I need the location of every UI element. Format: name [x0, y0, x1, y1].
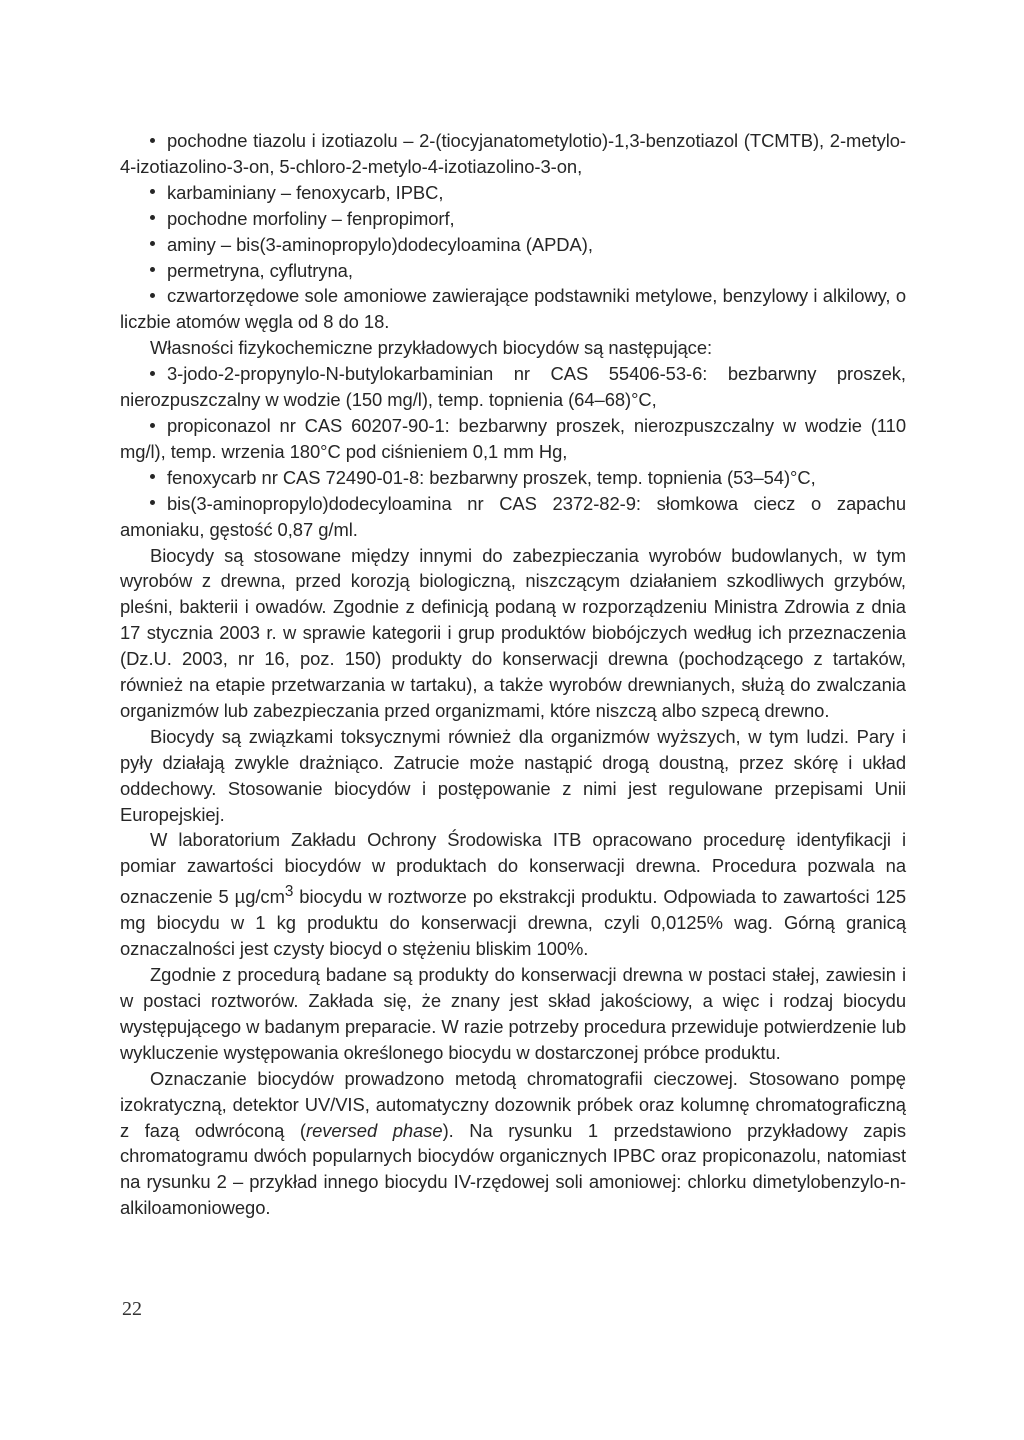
bullet-text: 3-jodo-2-propynylo-N-butylokarbaminian nr CAS 55406-53-6: bezbarwny proszek, nierozpuszczalny w wodzie (150 mg/l), temp. topnienia (64–68)°C, — [120, 363, 906, 411]
bullet-icon — [150, 241, 155, 246]
properties-intro: Własności fizykochemiczne przykładowych biocydów są następujące: — [150, 337, 713, 359]
superscript: 3 — [284, 883, 294, 901]
bullet-text: aminy – bis(3-aminopropylo)dodecyloamina (APDA), — [167, 233, 593, 255]
italic-term: reversed phase — [306, 1119, 443, 1141]
bullet-icon — [150, 474, 155, 479]
bullet-item — [120, 361, 906, 413]
bullet-text: permetryna, cyflutryna, — [167, 259, 353, 281]
bullet-icon — [150, 189, 155, 194]
page-number: 22 — [122, 1298, 142, 1320]
bullet-item — [120, 232, 906, 258]
bullet-icon — [150, 138, 155, 143]
paragraph-text: W laboratorium Zakładu Ochrony Środowiska ITB opracowano procedurę identyfikacji i pomiar zawartości biocydów w produktach do konserwacji drewna. Procedura pozwala na oznaczenie 5 µg/cm — [120, 829, 906, 908]
paragraph — [120, 827, 906, 962]
bullet-item — [120, 283, 906, 335]
bullet-item — [120, 258, 906, 284]
bullet-text: pochodne tiazolu i izotiazolu – 2-(tiocyjanatometylotio)-1,3-benzotiazol (TCMTB), 2-metylo-4-izotiazolino-3-on, 5-chloro-2-metylo-4-izotiazolino-3-on, — [120, 130, 906, 177]
paragraph-text: ). Na rysunku 1 przedstawiono przykładowy zapis chromatogramu dwóch popularnych biocydów organicznych IPBC oraz propiconazolu, natomiast na rysunku 2 – przykład innego biocydu IV-rzędowej soli amoniowej: chlorku dimetylobenzylo-n-alkiloamoniowego. — [120, 1119, 906, 1219]
bullet-item — [120, 491, 906, 543]
paragraph-text: Oznaczanie biocydów prowadzono metodą chromatografii cieczowej. Stosowano pompę izokratyczną, detektor UV/VIS, automatyczny dozownik próbek oraz kolumnę chromatograficzną z fazą odwróconą ( — [120, 1067, 906, 1141]
bullet-icon — [150, 267, 155, 272]
bullet-text: bis(3-aminopropylo)dodecyloamina nr CAS 2372-82-9: słomkowa ciecz o zapachu amoniaku, gęstość 0,87 g/ml. — [120, 492, 906, 540]
page-body — [120, 128, 906, 1221]
paragraph: Biocydy są związkami toksycznymi również dla organizmów wyższych, w tym ludzi. Pary i pyły działają zwykle drażniąco. Zatrucie może nastąpić drogą doustną, przez skórę i układ oddechowy. Stosowanie biocydów i postępowanie z nimi jest regulowane przepisami Unii Europejskiej. — [120, 725, 906, 825]
bullet-text: pochodne morfoliny – fenpropimorf, — [167, 207, 455, 229]
bullet-item — [120, 206, 906, 232]
paragraph — [120, 1066, 906, 1221]
bullet-text: czwartorzędowe sole amoniowe zawierające podstawniki metylowe, benzylowy i alkilowy, o liczbie atomów węgla od 8 do 18. — [120, 285, 906, 333]
bullet-item — [120, 413, 906, 465]
paragraph-text: biocydu w roztworze po ekstrakcji produktu. Odpowiada to zawartości 125 mg biocydu w 1 kg produktu do konserwacji drewna, czyli 0,0125% wag. Górną granicą oznaczalności jest czysty biocyd o stężeniu bliskim 100%. — [120, 886, 906, 960]
paragraph: Zgodnie z procedurą badane są produkty do konserwacji drewna w postaci stałej, zawiesin i w postaci roztworów. Zakłada się, że znany jest skład jakościowy, a więc i rodzaj biocydu występującego w badanym preparacie. W razie potrzeby procedura przewiduje potwierdzenie lub wykluczenie występowania określonego biocydu w dostarczonej próbce produktu. — [120, 964, 906, 1063]
paragraph: Biocydy są stosowane między innymi do zabezpieczania wyrobów budowlanych, w tym wyrobów z drewna, przed korozją biologiczną, niszczącym działaniem szkodliwych grzybów, pleśni, bakterii i owadów. Zgodnie z definicją podaną w rozporządzeniu Ministra Zdrowia z dnia 17 stycznia 2003 r. w sprawie kategorii i grup produktów biobójczych według ich przeznaczenia (Dz.U. 2003, nr 16, poz. 150) produkty do konserwacji drewna (pochodzącego z tartaków, również na etapie przetwarzania w tartaku), a także wyrobów drewnianych, służą do zwalczania organizmów lub zabezpieczania przed organizmami, które niszczą albo szpecą drewno. — [120, 544, 906, 721]
bullet-item — [120, 465, 906, 491]
bullet-text: propiconazol nr CAS 60207-90-1: bezbarwny proszek, nierozpuszczalny w wodzie (110 mg/l), temp. wrzenia 180°C pod ciśnieniem 0,1 mm Hg, — [120, 414, 906, 462]
bullet-item — [120, 180, 906, 206]
bullet-text: fenoxycarb nr CAS 72490-01-8: bezbarwny proszek, temp. topnienia (53–54)°C, — [167, 466, 816, 488]
bullet-icon — [150, 500, 155, 505]
bullet-icon — [150, 293, 155, 298]
bullet-icon — [150, 371, 155, 376]
bullet-text: karbaminiany – fenoxycarb, IPBC, — [167, 181, 444, 203]
bullet-icon — [150, 215, 155, 220]
bullet-item — [120, 128, 906, 180]
bullet-icon — [150, 423, 155, 428]
